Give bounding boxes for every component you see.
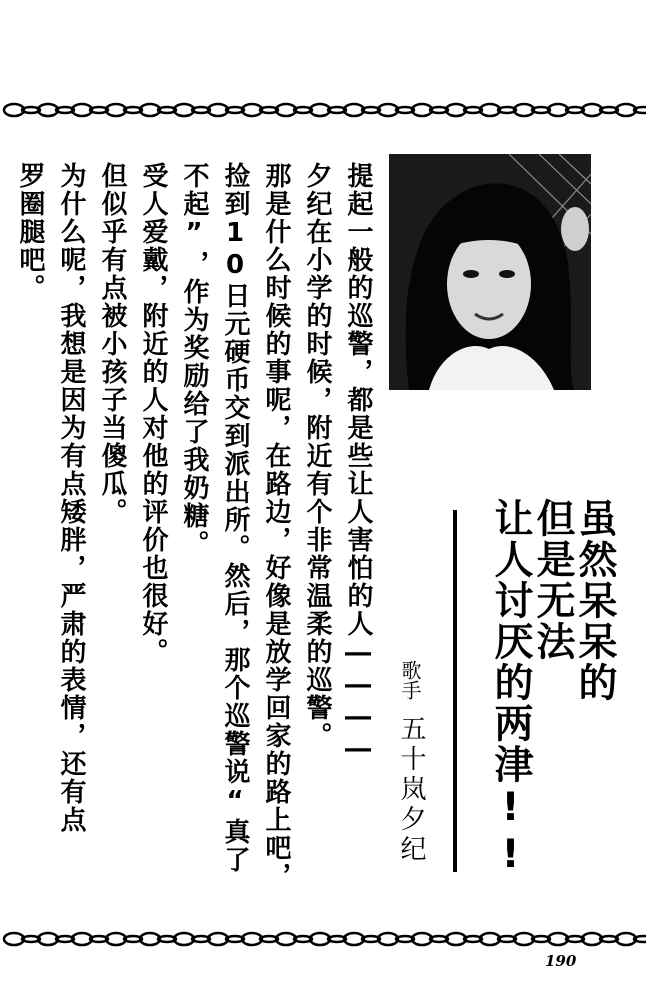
body-column-6: 受人爱戴，附近的人对他的评价也很好。 (138, 162, 168, 666)
body-column-2: 夕纪在小学的时候，附近有个非常温柔的巡警。 (302, 162, 332, 750)
author-role: 歌手 (398, 660, 422, 700)
chain-border-bottom (0, 927, 646, 951)
body-column-3: 那是什么时候的事呢，在路边，好像是放学回家的路上吧， (261, 162, 291, 890)
title-line-1: 虽然呆呆的 (572, 498, 617, 703)
title-divider (453, 510, 457, 872)
page-number: 190 (545, 952, 577, 970)
portrait-photo (389, 154, 591, 390)
body-column-1: 提起一般的巡警，都是些让人害怕的人―――― (343, 162, 373, 766)
body-column-9: 罗圈腿吧。 (15, 162, 45, 302)
body-column-7: 但似乎有点被小孩子当傻瓜。 (97, 162, 127, 526)
chain-border-top (0, 98, 646, 122)
body-column-8: 为什么呢，我想是因为有点矮胖，严肃的表情，还有点 (56, 162, 86, 834)
title-line-3: 让人讨厌的两津!! (488, 498, 533, 879)
body-column-4: 捡到10日元硬币交到派出所。然后，那个巡警说“真了 (220, 162, 250, 874)
title-line-2: 但是无法 (530, 498, 575, 662)
author-name: 五十岚夕纪 (396, 715, 426, 865)
body-column-5: 不起”，作为奖励给了我奶糖。 (179, 162, 209, 558)
